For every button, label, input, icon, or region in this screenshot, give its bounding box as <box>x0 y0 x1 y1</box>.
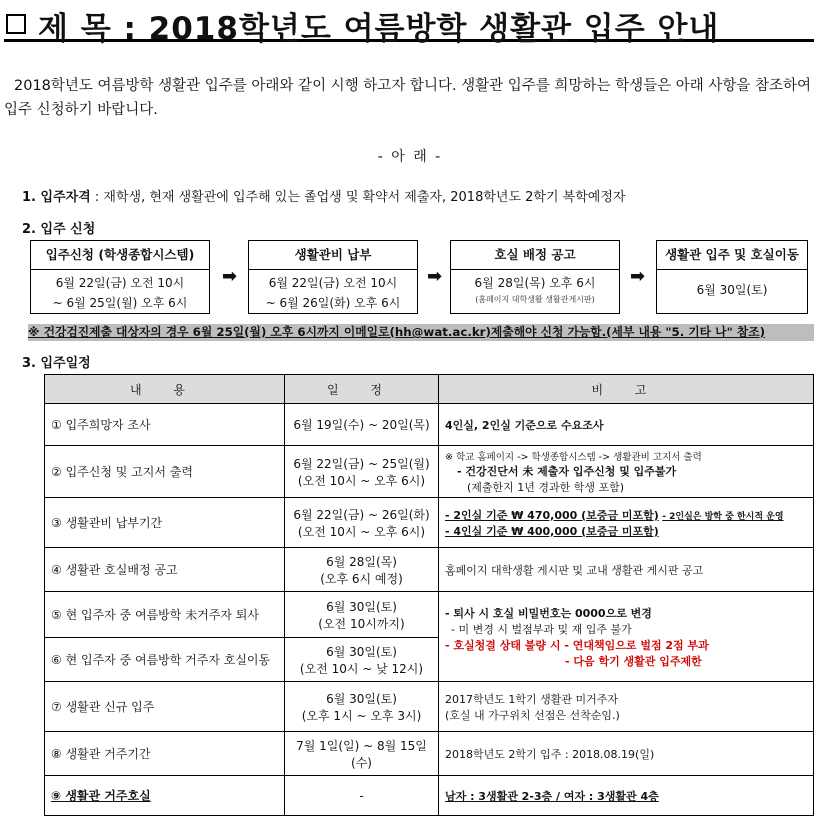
row-date: 7월 1일(일) ~ 8월 15일(수) <box>285 732 439 776</box>
row-note-line: (호실 내 가구위치 선점은 선착순임.) <box>445 708 620 722</box>
column-header: 일 정 <box>285 375 439 404</box>
section-eligibility <box>22 186 625 205</box>
section-application-label: 2. 입주 신청 <box>22 222 96 237</box>
arae-heading: - 아 래 - <box>377 149 443 165</box>
table-row <box>45 732 814 776</box>
row-note-line: - 2인실은 방학 중 한시적 운영 <box>662 511 784 522</box>
row-note-line-group <box>445 507 807 523</box>
row-note-line: 2017학년도 1학기 생활관 미거주자 <box>445 692 618 706</box>
flow-step-payment <box>248 240 418 314</box>
document-title: 제 목 : 2018학년도 여름방학 생활관 입주 안내 <box>38 11 720 47</box>
health-check-notice: ※ 건강검진제출 대상자의 경우 6월 25일(월) 오후 6시까지 이메일로(hh@wat.ac.kr)제출해야 신청 가능함.(세부 내용 "5. 기타 나" 참조) <box>28 324 814 341</box>
row-note-line: - 호실청결 상태 불량 시 - 연대책임으로 벌점 2점 부과 <box>445 638 709 652</box>
row-date: 6월 22일(금) ~ 26일(화) <box>293 507 430 522</box>
row-item: ⑥ 현 입주자 중 여름방학 거주자 호실이동 <box>45 638 285 682</box>
flow-step-line1: 6월 22일(금) 오전 10시 <box>55 276 185 290</box>
column-header: 내 용 <box>45 375 285 404</box>
table-row <box>45 548 814 592</box>
flow-step-move-in <box>656 240 808 314</box>
row-note: 홈페이지 대학생활 게시판 및 교내 생활관 게시판 공고 <box>439 548 814 592</box>
row-date-cell <box>285 682 439 732</box>
row-note-line: (제출한지 1년 경과한 학생 포함) <box>467 480 625 494</box>
row-date: - <box>285 776 439 816</box>
table-row <box>45 682 814 732</box>
row-note-cell <box>439 682 814 732</box>
row-note: 2018학년도 2학기 입주 : 2018.08.19(일) <box>439 732 814 776</box>
row-note-cell <box>439 498 814 548</box>
row-date: 6월 30일(토) <box>326 599 397 614</box>
row-date-cell <box>285 548 439 592</box>
intro-paragraph: 2018학년도 여름방학 생활관 입주를 아래와 같이 시행 하고자 합니다. 생활관 입주를 희망하는 학생들은 아래 사항을 참조하여 입주 신청하기 바랍니다. <box>4 78 811 118</box>
row-date: 6월 22일(금) ~ 25일(월) <box>293 456 430 471</box>
column-header: 비 고 <box>439 375 814 404</box>
row-note-line: ※ 학교 홈페이지 -> 학생종합시스템 -> 생활관비 고지서 출력 <box>445 451 702 463</box>
row-date: 6월 30일(토) <box>326 644 397 659</box>
flow-step-note: (홈페이지 대학생활 생활관게시판) <box>475 295 595 304</box>
flow-step-head: 호실 배정 공고 <box>451 241 619 270</box>
right-arrow-icon: ➡ <box>630 266 646 287</box>
section-schedule-label: 3. 입주일정 <box>22 356 91 371</box>
row-date-time: (오전 10시 ~ 낮 12시) <box>299 661 424 676</box>
row-note-cell <box>439 446 814 498</box>
flow-step-line1: 6월 22일(금) 오전 10시 <box>268 276 398 290</box>
row-date: 6월 30일(토) <box>326 691 397 706</box>
flow-step-head: 생활관 입주 및 호실이동 <box>657 241 807 270</box>
title-bar <box>4 4 814 47</box>
row-date-time: (오후 1시 ~ 오후 3시) <box>301 708 422 723</box>
row-item: ④ 생활관 호실배정 공고 <box>45 548 285 592</box>
section-eligibility-text: : 재학생, 현재 생활관에 입주해 있는 졸업생 및 확약서 제출자, 2018학년도 2학기 복학예정자 <box>94 190 626 205</box>
row-date-time: (오전 10시 ~ 오후 6시) <box>297 473 426 488</box>
flow-step-room-assignment <box>450 240 620 314</box>
table-row <box>45 404 814 446</box>
flow-step-head: 입주신청 (학생종합시스템) <box>31 241 209 270</box>
row-date: 6월 28일(목) <box>326 554 397 569</box>
flow-step-head: 생활관비 납부 <box>249 241 417 270</box>
row-date: 6월 19일(수) ~ 20일(목) <box>285 404 439 446</box>
table-header-row <box>45 375 814 404</box>
row-date-cell <box>285 498 439 548</box>
flow-step-line1: 6월 28일(목) 오후 6시 <box>474 276 596 290</box>
row-date-time: (오전 10시 ~ 오후 6시) <box>297 524 426 539</box>
checkbox-square-icon <box>6 14 26 34</box>
row-note-line: - 2인실 기준 ₩ 470,000 (보증금 미포함) <box>445 508 659 522</box>
row-note-line: - 미 변경 시 벌점부과 및 재 입주 불가 <box>451 622 632 636</box>
row-item: ⑨ 생활관 거주호실 <box>45 776 285 816</box>
row-item: ⑤ 현 입주자 중 여름방학 未거주자 퇴사 <box>45 592 285 638</box>
flow-step-line2: ~ 6월 26일(화) 오후 6시 <box>265 296 401 310</box>
table-row <box>45 446 814 498</box>
row-note-line: - 4인실 기준 ₩ 400,000 (보증금 미포함) <box>445 524 659 538</box>
flow-step-apply <box>30 240 210 314</box>
row-note: 남자 : 3생활관 2-3층 / 여자 : 3생활관 4층 <box>439 776 814 816</box>
right-arrow-icon: ➡ <box>222 266 238 287</box>
row-date-time: (오후 6시 예정) <box>320 571 403 586</box>
row-note-line: - 다음 학기 생활관 입주제한 <box>565 654 702 668</box>
right-arrow-icon: ➡ <box>427 266 443 287</box>
schedule-table <box>44 374 814 816</box>
row-item: ⑦ 생활관 신규 입주 <box>45 682 285 732</box>
section-eligibility-label: 1. 입주자격 <box>22 190 91 205</box>
row-item: ③ 생활관비 납부기간 <box>45 498 285 548</box>
row-note-cell <box>439 592 814 682</box>
row-date-cell <box>285 446 439 498</box>
row-note: 4인실, 2인실 기준으로 수요조사 <box>439 404 814 446</box>
row-item: ② 입주신청 및 고지서 출력 <box>45 446 285 498</box>
table-row <box>45 592 814 638</box>
table-row <box>45 776 814 816</box>
row-item: ⑧ 생활관 거주기간 <box>45 732 285 776</box>
row-date-cell <box>285 638 439 682</box>
flow-step-line1: 6월 30일(토) <box>696 283 768 297</box>
row-date-cell <box>285 592 439 638</box>
row-note-line: - 퇴사 시 호실 비밀번호는 0000으로 변경 <box>445 606 652 620</box>
flow-step-line2: ~ 6월 25일(월) 오후 6시 <box>52 296 188 310</box>
row-note-line: - 건강진단서 未 제출자 입주신청 및 입주불가 <box>457 464 677 478</box>
row-item: ① 입주희망자 조사 <box>45 404 285 446</box>
row-date-time: (오전 10시까지) <box>318 616 405 631</box>
table-row <box>45 498 814 548</box>
